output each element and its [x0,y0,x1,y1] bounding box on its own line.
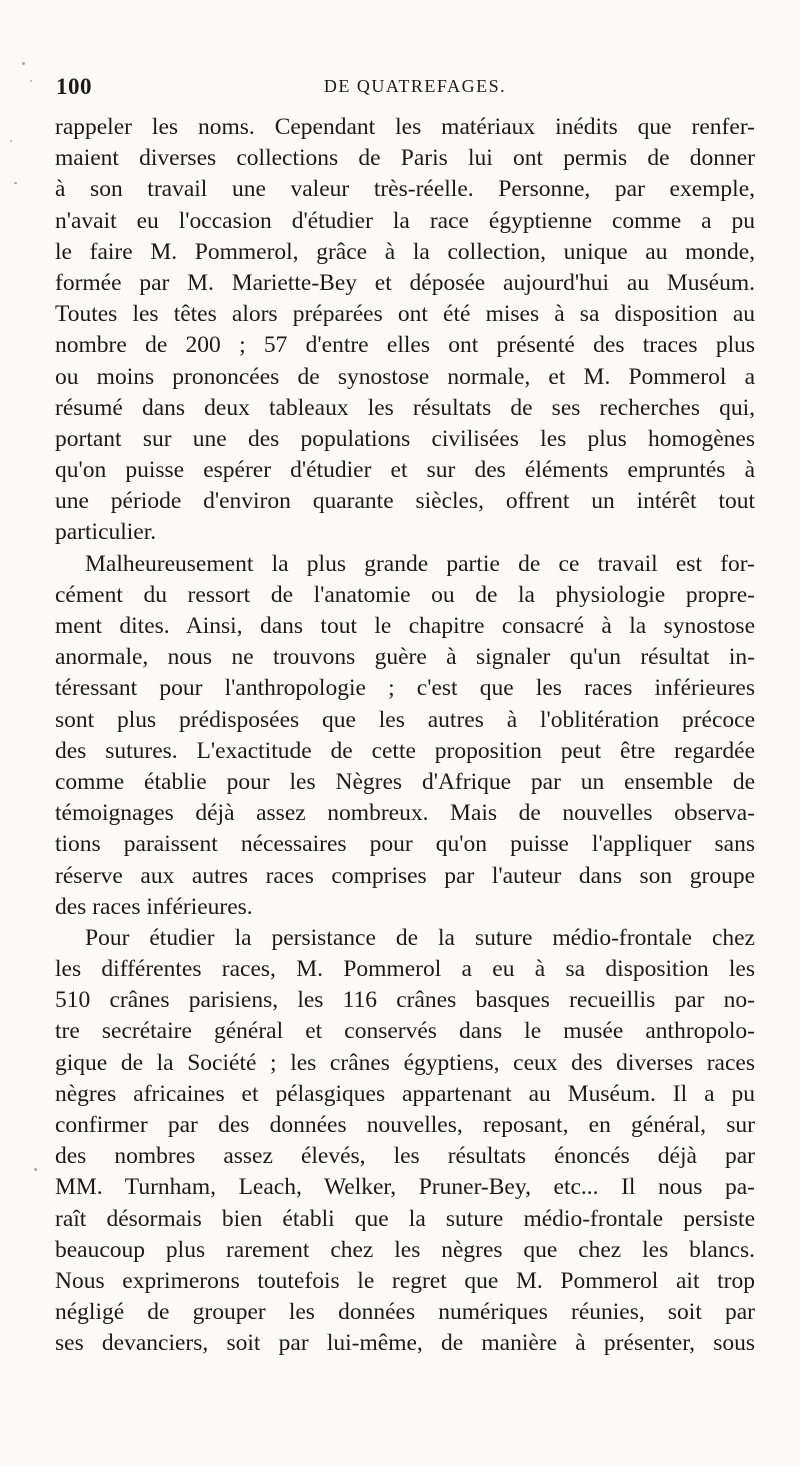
text-line: Pour étudier la persistance de la suture médio-frontale chez [85,924,755,951]
page-number: 100 [56,74,92,99]
text-line: raît désormais bien établi que la suture médio-frontale persiste [55,1205,755,1232]
text-line: MM. Turnham, Leach, Welker, Pruner-Bey, etc... Il nous pa- [55,1174,755,1201]
text-line: le faire M. Pommerol, grâce à la collection, unique au monde, [55,238,755,265]
body-text [55,112,755,1360]
text-line: maient diverses collections de Paris lui ont permis de donner [55,145,755,172]
running-head: DE QUATREFAGES. [323,76,507,96]
text-line: confirmer par des données nouvelles, reposant, en général, sur [55,1112,755,1138]
print-speck [34,1168,37,1171]
text-line: rappeler les noms. Cependant les matériaux inédits que renfer- [55,114,755,140]
text-line: cément du ressort de l'anatomie ou de la physiologie propre- [55,581,755,608]
text-line: n'avait eu l'occasion d'étudier la race égyptienne comme a pu [55,207,755,234]
text-line: ses devanciers, soit par lui-même, de manière à présenter, sous [55,1330,755,1357]
text-line: négligé de grouper les données numériques réunies, soit par [55,1299,755,1326]
text-line: particulier. [55,519,157,546]
text-line: gique de la Société ; les crânes égyptiens, ceux des diverses races [55,1049,755,1076]
text-line: Nous exprimerons toutefois le regret que M. Pommerol ait trop [55,1267,755,1294]
text-line: comme établie pour les Nègres d'Afrique par un ensemble de [55,768,755,795]
text-line: formée par M. Mariette-Bey et déposée aujourd'hui au Muséum. [55,269,755,296]
text-line: téressant pour l'anthropologie ; c'est que les races inférieures [55,675,755,702]
text-line: anormale, nous ne trouvons guère à signaler qu'un résultat in- [55,644,755,671]
text-line: nombre de 200 ; 57 d'entre elles ont présenté des traces plus [55,332,755,359]
text-line: une période d'environ quarante siècles, offrent un intérêt tout [55,488,755,515]
text-line: résumé dans deux tableaux les résultats de ses recherches qui, [55,394,755,421]
text-line: Toutes les têtes alors préparées ont été mises à sa disposition au [55,301,755,328]
text-line: des races inférieures. [55,893,253,920]
text-line: des nombres assez élevés, les résultats énoncés déjà par [55,1143,755,1170]
text-line: ment dites. Ainsi, dans tout le chapitre consacré à la synostose [55,613,755,639]
text-line: des sutures. L'exactitude de cette proposition peut être regardée [55,737,755,764]
print-speck [30,80,32,82]
text-line: témoignages déjà assez nombreux. Mais de nouvelles observa- [55,800,755,827]
text-line: portant sur une des populations civilisées les plus homogènes [55,425,755,452]
text-line: Malheureusement la plus grande partie de ce travail est for- [85,550,755,577]
text-line: tre secrétaire général et conservés dans le musée anthropolo- [55,1018,755,1045]
text-line: à son travail une valeur très-réelle. Personne, par exemple, [55,176,755,203]
text-line: nègres africaines et pélasgiques appartenant au Muséum. Il a pu [55,1080,755,1107]
text-line: ou moins prononcées de synostose normale, et M. Pommerol a [55,363,755,390]
text-line: 510 crânes parisiens, les 116 crânes basques recueillis par no- [55,987,755,1014]
text-line: beaucoup plus rarement chez les nègres que chez les blancs. [55,1236,755,1263]
print-speck [22,62,25,65]
text-line: réserve aux autres races comprises par l'auteur dans son groupe [55,862,755,889]
print-speck [14,182,17,184]
text-line: les différentes races, M. Pommerol a eu à sa disposition les [55,956,755,983]
text-line: qu'on puisse espérer d'étudier et sur des éléments empruntés à [55,457,755,484]
print-speck [10,140,12,142]
text-line: sont plus prédisposées que les autres à l'oblitération précoce [55,706,755,733]
text-line: tions paraissent nécessaires pour qu'on puisse l'appliquer sans [55,831,755,858]
